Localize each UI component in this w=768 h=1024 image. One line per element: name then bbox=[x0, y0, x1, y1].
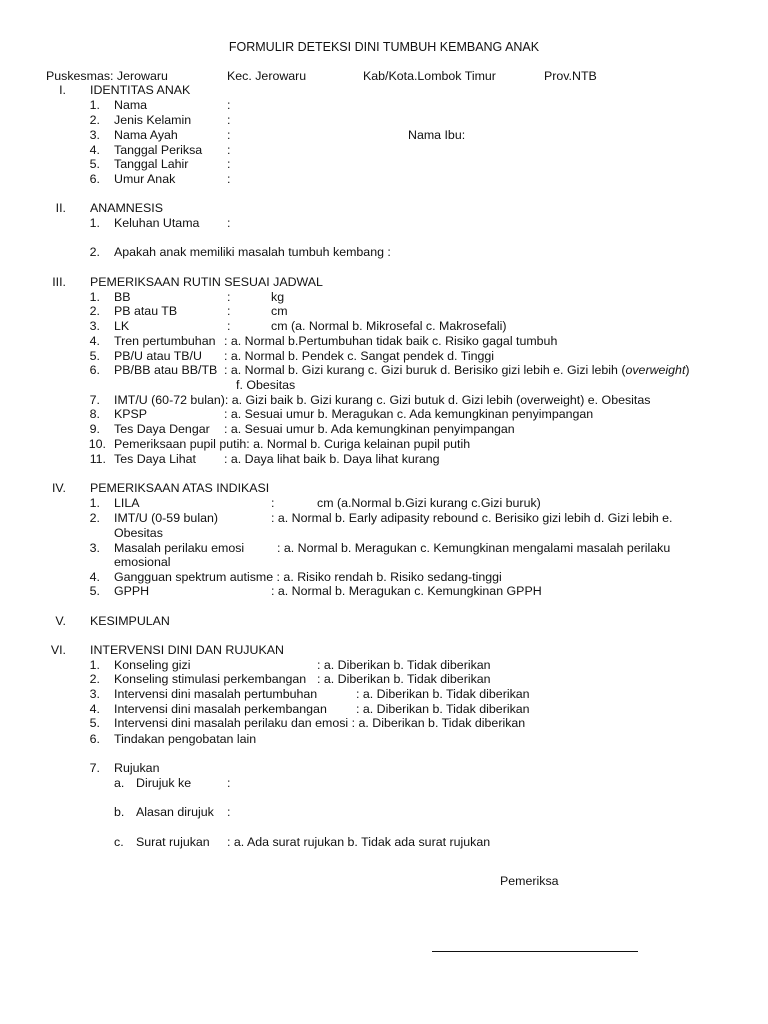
subitem-value: : a. Ada surat rujukan b. Tidak ada surat rujukan bbox=[227, 835, 491, 849]
item-label: Intervensi dini masalah perilaku dan emosi : a. Diberikan b. Tidak diberikan bbox=[114, 716, 526, 730]
item-value: kg bbox=[271, 290, 285, 304]
item-label: Keluhan Utama bbox=[114, 216, 200, 230]
item-colon: : bbox=[271, 496, 275, 510]
item-number: 7. bbox=[89, 761, 100, 775]
header-provinsi: Prov.NTB bbox=[544, 69, 597, 83]
item-number: 7. bbox=[89, 393, 100, 407]
item-number: 4. bbox=[89, 570, 100, 584]
header-kecamatan: Kec. Jerowaru bbox=[227, 69, 307, 83]
section-number: I. bbox=[59, 83, 66, 97]
item-number: 3. bbox=[89, 687, 100, 701]
signature-line bbox=[432, 951, 638, 952]
item-label: IMT/U (60-72 bulan): a. Gizi baik b. Gizi kurang c. Gizi butuk d. Gizi lebih (overweight) e. Obesitas bbox=[114, 393, 651, 407]
item-value: cm (a.Normal b.Gizi kurang c.Gizi buruk) bbox=[317, 496, 541, 510]
item-number: 2. bbox=[89, 304, 100, 318]
item-label: IMT/U (0-59 bulan) bbox=[114, 511, 218, 525]
item-label: GPPH bbox=[114, 584, 150, 598]
item-colon: : bbox=[227, 128, 231, 142]
item-colon: : bbox=[227, 172, 231, 186]
section-number: III. bbox=[52, 275, 66, 289]
item-value: : a. Diberikan b. Tidak diberikan bbox=[317, 672, 491, 686]
item-value: cm (a. Normal b. Mikrosefal c. Makrosefali) bbox=[271, 319, 507, 333]
section-title-identitas: IDENTITAS ANAK bbox=[90, 83, 191, 97]
item-value: : a. Normal b. Meragukan c. Kemungkinan GPPH bbox=[271, 584, 542, 598]
item-number: 4. bbox=[89, 334, 100, 348]
item-label: Masalah perilaku emosi bbox=[114, 541, 245, 555]
signature-label: Pemeriksa bbox=[500, 874, 559, 888]
item-number: 5. bbox=[89, 157, 100, 171]
item-value-continued: Obesitas bbox=[114, 526, 163, 540]
item-number: 2. bbox=[89, 672, 100, 686]
section-title-intervensi: INTERVENSI DINI DAN RUJUKAN bbox=[90, 643, 284, 657]
section-title-kesimpulan: KESIMPULAN bbox=[90, 614, 170, 628]
item-label: LILA bbox=[114, 496, 140, 510]
subitem-letter: c. bbox=[114, 835, 124, 849]
item-label: Apakah anak memiliki masalah tumbuh kembang : bbox=[114, 245, 391, 259]
item-number: 3. bbox=[89, 128, 100, 142]
item-number: 4. bbox=[89, 702, 100, 716]
item-number: 3. bbox=[89, 319, 100, 333]
item-number: 5. bbox=[89, 716, 100, 730]
item-value: : a. Normal b. Gizi kurang c. Gizi buruk d. Berisiko gizi lebih e. Gizi lebih (overweight) bbox=[224, 363, 690, 377]
item-value: : a. Diberikan b. Tidak diberikan bbox=[356, 702, 530, 716]
item-colon: : bbox=[227, 113, 231, 127]
item-value: : a. Sesuai umur b. Meragukan c. Ada kemungkinan penyimpangan bbox=[224, 407, 594, 421]
section-title-pemeriksaan-rutin: PEMERIKSAAN RUTIN SESUAI JADWAL bbox=[90, 275, 323, 289]
item-colon: : bbox=[227, 290, 231, 304]
subitem-letter: b. bbox=[114, 805, 125, 819]
item-label: Intervensi dini masalah pertumbuhan bbox=[114, 687, 318, 701]
item-label: Konseling stimulasi perkembangan bbox=[114, 672, 307, 686]
item-value: : a. Daya lihat baik b. Daya lihat kurang bbox=[224, 452, 440, 466]
item-number: 10. bbox=[88, 437, 106, 451]
item-number: 6. bbox=[89, 363, 100, 377]
item-label: LK bbox=[114, 319, 130, 333]
item-label: Pemeriksaan pupil putih: a. Normal b. Curiga kelainan pupil putih bbox=[114, 437, 471, 451]
item-value: : a. Diberikan b. Tidak diberikan bbox=[356, 687, 530, 701]
item-label: Nama Ayah bbox=[114, 128, 178, 142]
section-number: IV. bbox=[51, 481, 66, 495]
item-label: Konseling gizi bbox=[114, 658, 191, 672]
item-number: 3. bbox=[89, 541, 100, 555]
item-number: 2. bbox=[89, 511, 100, 525]
form-title: FORMULIR DETEKSI DINI TUMBUH KEMBANG ANAK bbox=[228, 40, 540, 54]
header-kabupaten: Kab/Kota.Lombok Timur bbox=[363, 69, 496, 83]
item-label: Intervensi dini masalah perkembangan bbox=[114, 702, 327, 716]
item-label: PB/BB atau BB/TB bbox=[114, 363, 218, 377]
item-label: Tes Daya Lihat bbox=[114, 452, 196, 466]
item-value: : a. Normal b. Meragukan c. Kemungkinan mengalami masalah perilaku bbox=[277, 541, 671, 555]
header-puskesmas: Puskesmas: Jerowaru bbox=[46, 69, 168, 83]
subitem-colon: : bbox=[227, 805, 231, 819]
item-colon: : bbox=[227, 216, 231, 230]
item-label: Tes Daya Dengar bbox=[114, 422, 210, 436]
item-label: Gangguan spektrum autisme : a. Risiko rendah b. Risiko sedang-tinggi bbox=[114, 570, 502, 584]
item-colon: : bbox=[227, 143, 231, 157]
item-number: 9. bbox=[89, 422, 100, 436]
item-number: 5. bbox=[89, 584, 100, 598]
item-colon: : bbox=[227, 319, 231, 333]
item-number: 1. bbox=[89, 496, 100, 510]
item-colon: : bbox=[227, 98, 231, 112]
section-number: II. bbox=[55, 201, 66, 215]
item-number: 11. bbox=[89, 452, 106, 466]
item-number: 2. bbox=[89, 113, 100, 127]
subitem-letter: a. bbox=[114, 776, 125, 790]
item-colon: : bbox=[227, 157, 231, 171]
item-number: 1. bbox=[89, 290, 100, 304]
nama-ibu-label: Nama Ibu: bbox=[408, 128, 466, 142]
item-number: 1. bbox=[89, 98, 100, 112]
item-label: KPSP bbox=[114, 407, 148, 421]
subitem-label: Surat rujukan bbox=[136, 835, 210, 849]
item-label: Tren pertumbuhan bbox=[114, 334, 216, 348]
item-value: : a. Normal b. Pendek c. Sangat pendek d. Tinggi bbox=[224, 349, 495, 363]
item-label: BB bbox=[114, 290, 131, 304]
item-number: 5. bbox=[89, 349, 100, 363]
item-label: Tanggal Periksa bbox=[114, 143, 203, 157]
subitem-colon: : bbox=[227, 776, 231, 790]
item-label: Jenis Kelamin bbox=[114, 113, 192, 127]
item-value: : a. Diberikan b. Tidak diberikan bbox=[317, 658, 491, 672]
section-number: V. bbox=[55, 614, 66, 628]
subitem-label: Alasan dirujuk bbox=[136, 805, 214, 819]
section-title-anamnesis: ANAMNESIS bbox=[90, 201, 163, 215]
item-value: cm bbox=[271, 304, 288, 318]
item-value: : a. Normal b. Early adipasity rebound c. Berisiko gizi lebih d. Gizi lebih e. bbox=[271, 511, 673, 525]
item-value: : a. Sesuai umur b. Ada kemungkinan penyimpangan bbox=[224, 422, 515, 436]
item-label: Tanggal Lahir bbox=[114, 157, 189, 171]
item-number: 6. bbox=[89, 172, 100, 186]
item-label: Nama bbox=[114, 98, 148, 112]
item-value-continued: emosional bbox=[114, 555, 171, 569]
item-label: PB atau TB bbox=[114, 304, 178, 318]
item-number: 4. bbox=[89, 143, 100, 157]
item-label: PB/U atau TB/U bbox=[114, 349, 202, 363]
item-value-continued: f. Obesitas bbox=[236, 378, 296, 392]
section-title-pemeriksaan-indikasi: PEMERIKSAAN ATAS INDIKASI bbox=[90, 481, 270, 495]
item-value: : a. Normal b.Pertumbuhan tidak baik c. Risiko gagal tumbuh bbox=[224, 334, 558, 348]
item-label: Rujukan bbox=[114, 761, 160, 775]
item-number: 1. bbox=[89, 658, 100, 672]
item-label: Umur Anak bbox=[114, 172, 176, 186]
item-label: Tindakan pengobatan lain bbox=[114, 732, 257, 746]
item-value-italic: overweight bbox=[625, 363, 686, 377]
section-number: VI. bbox=[50, 643, 66, 657]
item-number: 6. bbox=[89, 732, 100, 746]
item-colon: : bbox=[227, 304, 231, 318]
item-number: 8. bbox=[89, 407, 100, 421]
item-number: 1. bbox=[89, 216, 100, 230]
subitem-label: Dirujuk ke bbox=[136, 776, 192, 790]
item-number: 2. bbox=[89, 245, 100, 259]
